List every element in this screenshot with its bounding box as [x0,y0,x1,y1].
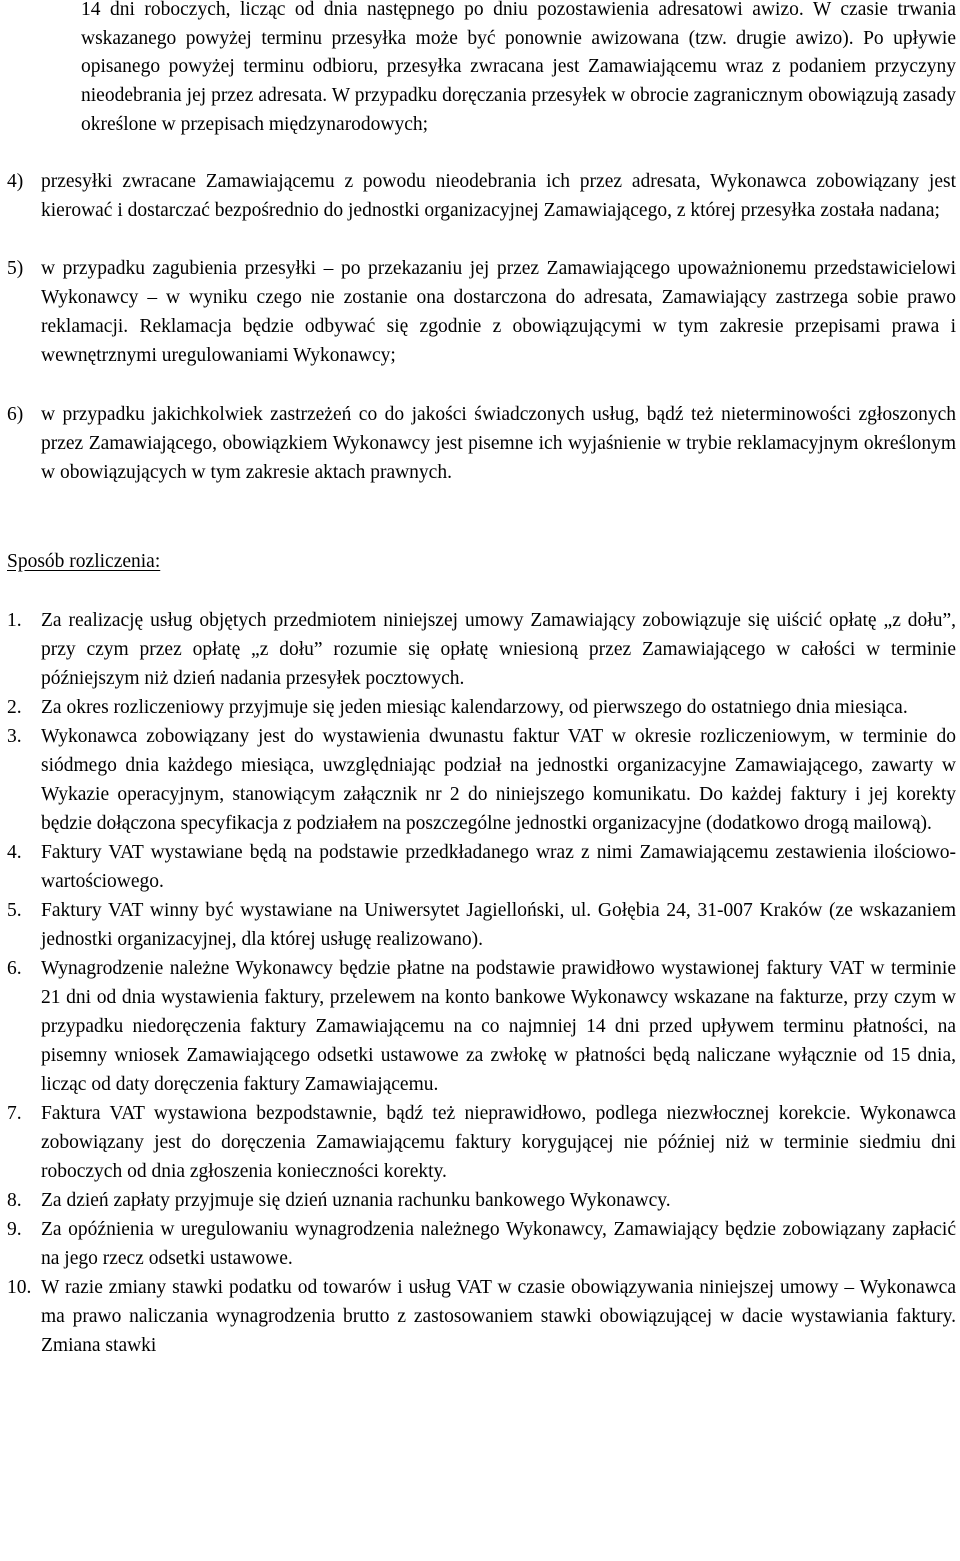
item-text: Wykonawca zobowiązany jest do wystawienia dwunastu faktur VAT w okresie rozliczeniowym, w terminie do siódmego dnia każdego miesiąca, uwzględniając podział na jednostki organizacyjne Zamawiającego, zawarty w Wykazie operacyjnym, stanowiącym załącznik nr 2 do niniejszego komunikatu. Do każdej faktury i jej korekty będzie dołączona specyfikacja z podziałem na poszczególne jednostki organizacyjne (dodatkowo drogą mailową). [41,726,956,834]
item-number: 4. [7,842,22,863]
item-number: 7. [7,1103,22,1124]
item-text: Za realizację usług objętych przedmiotem niniejszej umowy Zamawiający zobowiązuje się uiścić opłatę „z dołu”, przy czym przez opłatę „z dołu” rozumie się opłatę wniesioną przez Zamawiającego w całości w terminie późniejszym niż dzień nadania przesyłek pocztowych. [41,610,956,689]
continued-paragraph [81,0,956,140]
item-text: Za okres rozliczeniowy przyjmuje się jeden miesiąc kalendarzowy, od pierwszego do ostatniego dnia miesiąca. [41,697,908,718]
item-text: Za opóźnienia w uregulowaniu wynagrodzenia należnego Wykonawcy, Zamawiający będzie zobowiązany zapłacić na jego rzecz odsetki ustawowe. [41,1219,956,1269]
item-number: 3. [7,726,22,747]
list-item [7,722,956,838]
point-number: 5) [7,258,24,279]
list-item [7,606,956,693]
list-item [7,1273,956,1360]
list-item [7,1099,956,1186]
point-text: w przypadku zagubienia przesyłki – po przekazaniu jej przez Zamawiającego upoważnionemu przedstawicielowi Wykonawcy – w wyniku czego nie zostanie ona dostarczona do adresata, Zamawiający zastrzega sobie prawo reklamacji. Reklamacja będzie odbywać się zgodnie z obowiązującymi w tym zakresie przepisami prawa i wewnętrznymi uregulowaniami Wykonawcy; [41,258,956,366]
section-heading: Sposób rozliczenia: [7,551,161,572]
list-item [7,896,956,954]
point-5 [7,254,956,370]
point-text: w przypadku jakichkolwiek zastrzeżeń co do jakości świadczonych usług, bądź też nieterminowości zgłoszonych przez Zamawiającego, obowiązkiem Wykonawcy jest pisemne ich wyjaśnienie w trybie reklamacyjnym określonym w obowiązujących w tym zakresie aktach prawnych. [41,404,956,483]
item-number: 5. [7,900,22,921]
list-item [7,693,956,722]
list-item [7,1215,956,1273]
item-text: W razie zmiany stawki podatku od towarów i usług VAT w czasie obowiązywania niniejszej umowy – Wykonawca ma prawo naliczania wynagrodzenia brutto z zastosowaniem stawki obowiązującej w dacie wystawiania faktury. Zmiana stawki [41,1277,956,1356]
item-text: Za dzień zapłaty przyjmuje się dzień uznania rachunku bankowego Wykonawcy. [41,1190,671,1211]
item-text: Faktura VAT wystawiona bezpodstawnie, bądź też nieprawidłowo, podlega niezwłocznej korekcie. Wykonawca zobowiązany jest do doręczenia Zamawiającemu faktury korygującej nie później niż w terminie siedmiu dni roboczych od dnia zgłoszenia konieczności korekty. [41,1103,956,1182]
item-text: Faktury VAT winny być wystawiane na Uniwersytet Jagielloński, ul. Gołębia 24, 31-007 Kraków (ze wskazaniem jednostki organizacyjnej, dla której usługę realizowano). [41,900,956,950]
point-number: 6) [7,404,24,425]
list-item [7,1186,956,1215]
point-6 [7,400,956,487]
item-number: 10. [7,1277,32,1298]
item-number: 1. [7,610,22,631]
intro-paragraph: 14 dni roboczych, licząc od dnia następnego po dniu pozostawienia adresatowi awizo. W czasie trwania wskazanego powyżej terminu przesyłka może być ponownie awizowana (tzw. drugie awizo). Po upływie opisanego powyżej terminu odbioru, przesyłka zwracana jest Zamawiającemu wraz z podaniem przyczyny nieodebrania jej przez adresata. W przypadku doręczania przesyłek w obrocie zagranicznym obowiązują zasady określone w przepisach międzynarodowych; [81,0,956,135]
point-text: przesyłki zwracane Zamawiającemu z powodu nieodebrania ich przez adresata, Wykonawca zobowiązany jest kierować i dostarczać bezpośrednio do jednostki organizacyjnej Zamawiającego, z której przesyłka została nadana; [41,171,956,221]
list-item [7,954,956,1099]
item-number: 8. [7,1190,22,1211]
item-number: 6. [7,958,22,979]
point-4 [7,167,956,225]
item-text: Wynagrodzenie należne Wykonawcy będzie płatne na podstawie prawidłowo wystawionej faktury VAT w terminie 21 dni od dnia wystawienia faktury, przelewem na konto bankowe Wykonawcy wskazane na fakturze, przy czym w przypadku niedoręczenia faktury Zamawiającemu na co najmniej 14 dni przed upływem terminu płatności, na pisemny wniosek Zamawiającego odsetki ustawowe za zwłokę w płatności będą naliczane wyłącznie od 15 dnia, licząc od daty doręczenia faktury Zamawiającemu. [41,958,956,1095]
list-item [7,838,956,896]
settlement-list [7,606,956,1360]
point-number: 4) [7,171,24,192]
item-number: 9. [7,1219,22,1240]
item-text: Faktury VAT wystawiane będą na podstawie przedkładanego wraz z nimi Zamawiającemu zestawienia ilościowo-wartościowego. [41,842,956,892]
item-number: 2. [7,697,22,718]
